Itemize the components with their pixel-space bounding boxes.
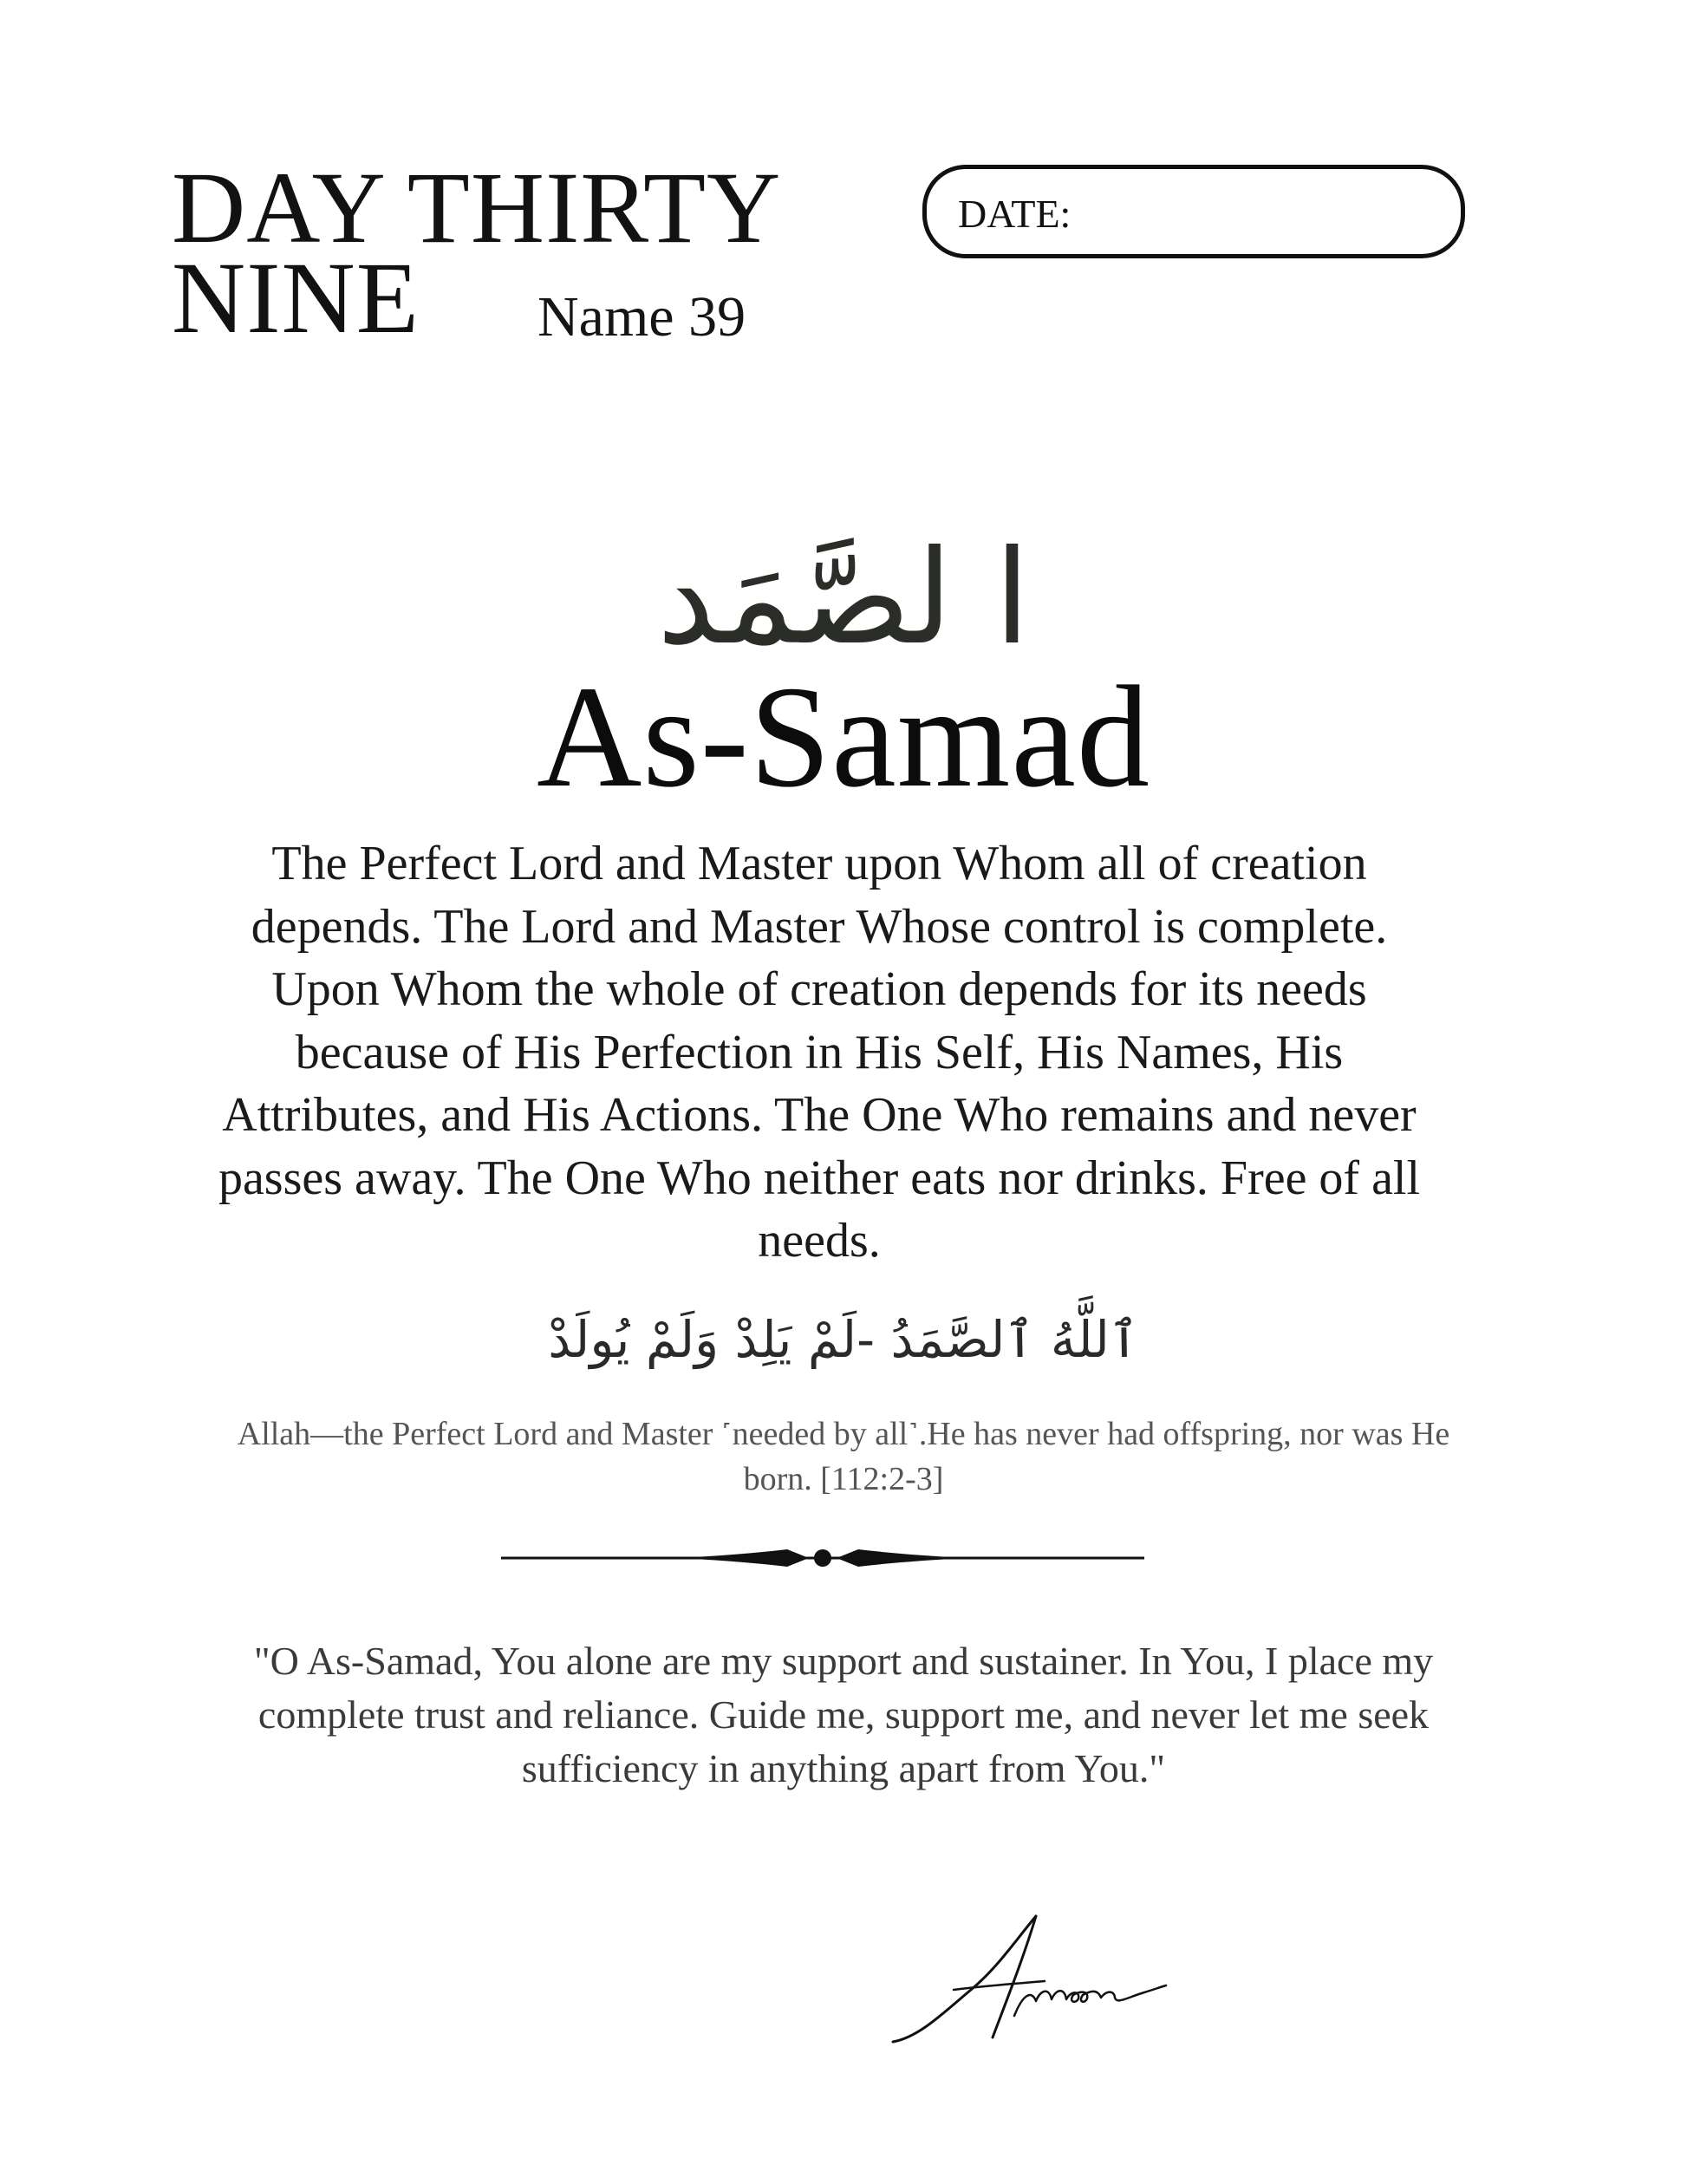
ameen-signature bbox=[884, 1907, 1179, 2055]
name-meaning: The Perfect Lord and Master upon Whom all of creation depends. The Lord and Master Whose control is complete. Upon Whom the whole of creation depends for its needs because of His Perfection in His Self, His Names, His Attributes, and His Actions. The One Who remains and never passes away. The One Who neither eats nor drinks. Free of all needs. bbox=[218, 837, 1421, 1268]
date-field[interactable] bbox=[922, 165, 1465, 258]
day-title-line1: DAY THIRTY bbox=[172, 151, 782, 264]
name-number: Name 39 bbox=[537, 285, 746, 349]
quran-verse-arabic: ٱللَّهُ ٱلصَّمَدُ -لَمْ يَلِدْ وَلَمْ يُولَدْ bbox=[548, 1310, 1139, 1369]
quran-verse-translation: Allah—the Perfect Lord and Master ˹needed by all˺.He has never had offspring, nor was He born. [112:2-3] bbox=[237, 1416, 1450, 1497]
ornamental-divider bbox=[501, 1541, 1144, 1575]
arabic-name: ا لصَّمَد bbox=[656, 523, 1031, 674]
dua-text: "O As-Samad, You alone are my support and sustainer. In You, I place my complete trust and reliance. Guide me, support me, and never let me seek sufficiency in anything apart from You." bbox=[253, 1639, 1434, 1790]
name-transliteration: As-Samad bbox=[537, 656, 1150, 818]
day-title-line2: NINE bbox=[172, 241, 420, 355]
date-label: DATE: bbox=[958, 192, 1071, 236]
